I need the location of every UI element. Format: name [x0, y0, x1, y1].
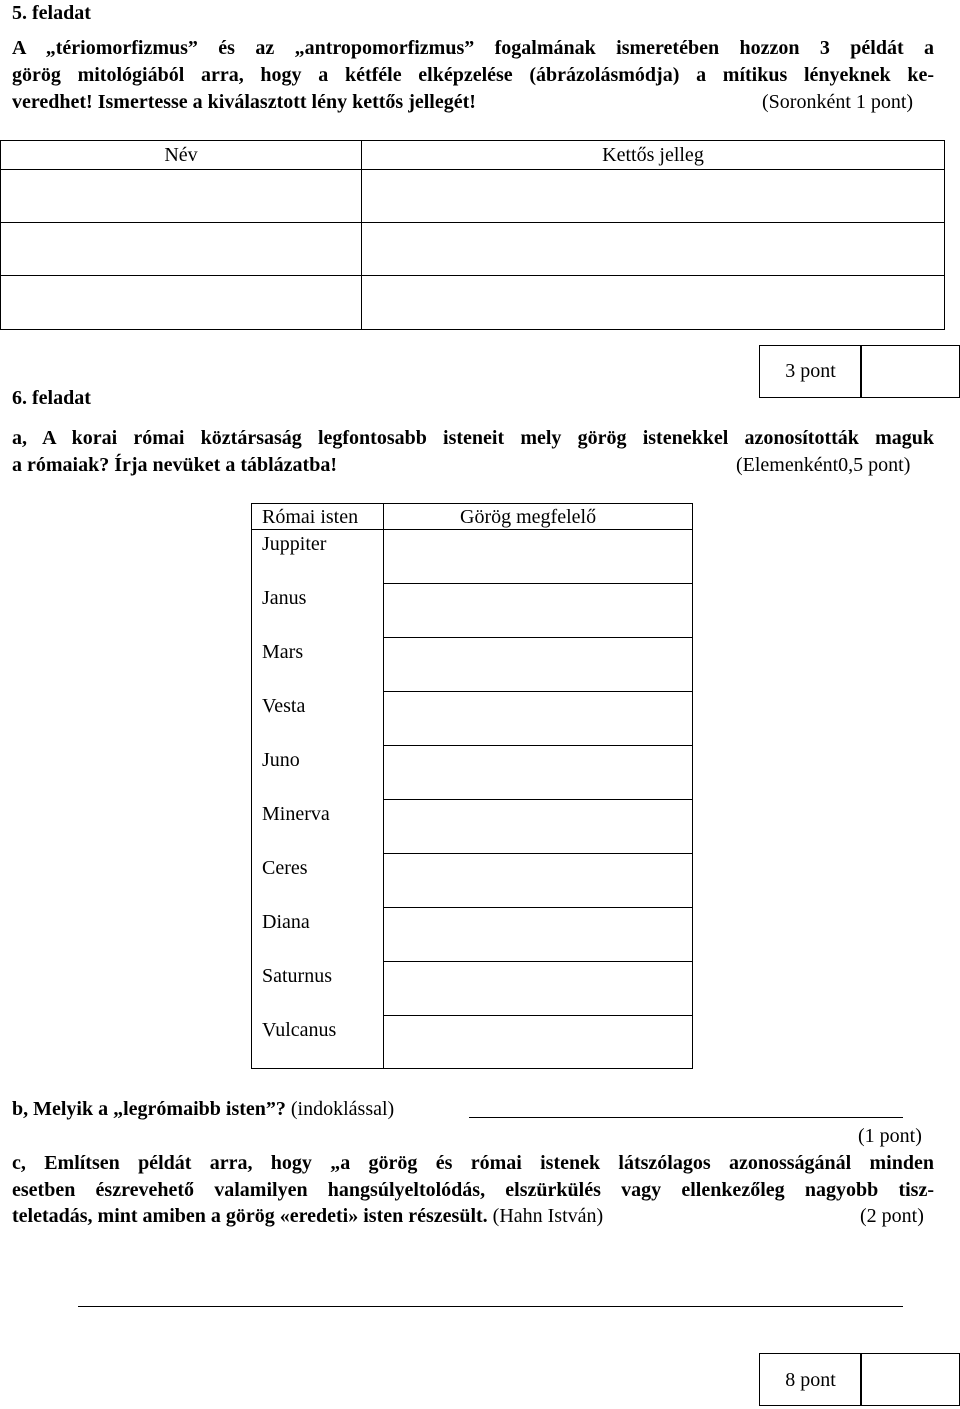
task6-greek-field-4[interactable] — [384, 692, 692, 745]
task6-god-2: Janus — [262, 587, 307, 609]
task6-greek-field-5[interactable] — [384, 746, 692, 799]
task6-heading: 6. feladat — [12, 387, 91, 409]
task6-b-scoring: (1 pont) — [858, 1125, 922, 1147]
task6-god-5: Juno — [262, 749, 300, 771]
task6-a-scoring-text: (Elemenként0,5 pont) — [736, 454, 911, 476]
task6-god-6: Minerva — [262, 803, 330, 825]
task5-score-field[interactable] — [860, 345, 960, 398]
task5-cell-name-3[interactable] — [0, 275, 362, 330]
task6-greek-field-6[interactable] — [384, 800, 692, 853]
task6-greek-field-8[interactable] — [384, 908, 692, 961]
task6-a-line-1: a, A korai római köztársaság legfontosabb isteneit mely görög istenekkel azonosították maguk — [12, 427, 934, 449]
task6-header-roman: Római isten — [262, 506, 359, 528]
task6-c-answer-line[interactable] — [78, 1306, 903, 1307]
task6-greek-field-10[interactable] — [384, 1016, 692, 1068]
task6-c-author: (Hahn István) — [487, 1205, 604, 1227]
task5-cell-dual-2[interactable] — [361, 222, 945, 276]
task5-header-dual: Kettős jelleg — [361, 140, 945, 170]
task5-header-name: Név — [0, 140, 362, 170]
task6-greek-field-7[interactable] — [384, 854, 692, 907]
task6-a-line-2: a rómaiak? Írja nevüket a táblázatba! — [12, 454, 337, 476]
task6-god-9: Saturnus — [262, 965, 332, 987]
task6-c-line-3 — [12, 1203, 603, 1229]
task6-greek-field-9[interactable] — [384, 962, 692, 1015]
task6-c-line-3-bold: teletadás, mint amiben a görög «eredeti» isten részesült. — [12, 1205, 488, 1227]
task5-para-line-3 — [12, 89, 476, 115]
task5-cell-dual-1[interactable] — [361, 169, 945, 223]
task6-b-question — [12, 1096, 394, 1122]
task6-c-line-2: esetben észrevehető valamilyen hangsúlyeltolódás, elszürkülés vagy ellenkezőleg nagyobb tisz- — [12, 1179, 934, 1201]
task5-cell-dual-3[interactable] — [361, 275, 945, 330]
task5-para-line-1: A „tériomorfizmus” és az „antropomorfizmus” fogalmának ismeretében hozzon 3 példát a — [12, 37, 934, 59]
task6-a-scoring — [736, 452, 910, 478]
task6-god-1: Juppiter — [262, 533, 327, 555]
task6-c-scoring: (2 pont) — [860, 1205, 924, 1227]
task5-score-label: 3 pont — [759, 345, 862, 398]
total-score-label: 8 pont — [759, 1353, 862, 1406]
task6-c-line-1: c, Említsen példát arra, hogy „a görög és római istenek látszólagos azonosságánál minden — [12, 1152, 934, 1174]
task5-cell-name-1[interactable] — [0, 169, 362, 223]
task6-god-4: Vesta — [262, 695, 306, 717]
task6-god-10: Vulcanus — [262, 1019, 337, 1041]
task6-god-8: Diana — [262, 911, 310, 933]
task6-greek-field-3[interactable] — [384, 638, 692, 691]
task5-para-line-3-text: veredhet! Ismertesse a kiválasztott lény kettős jellegét! — [12, 91, 476, 113]
task6-b-question-bold: b, Melyik a „legrómaibb isten”? — [12, 1098, 286, 1120]
task5-cell-name-2[interactable] — [0, 222, 362, 276]
task5-para-line-2: görög mitológiából arra, hogy a kétféle elképzelése (ábrázolásmódja) a mítikus lényeknek ke- — [12, 64, 934, 86]
task5-heading: 5. feladat — [12, 2, 91, 24]
task6-god-7: Ceres — [262, 857, 308, 879]
task6-b-question-normal: (indoklással) — [285, 1098, 395, 1120]
total-score-field[interactable] — [860, 1353, 960, 1406]
task6-header-greek: Görög megfelelő — [460, 506, 597, 528]
task6-god-3: Mars — [262, 641, 304, 663]
task6-greek-field-1[interactable] — [384, 530, 692, 583]
task6-b-answer-line[interactable] — [469, 1117, 903, 1118]
task5-scoring: (Soronként 1 pont) — [762, 91, 914, 113]
task6-greek-field-2[interactable] — [384, 584, 692, 637]
